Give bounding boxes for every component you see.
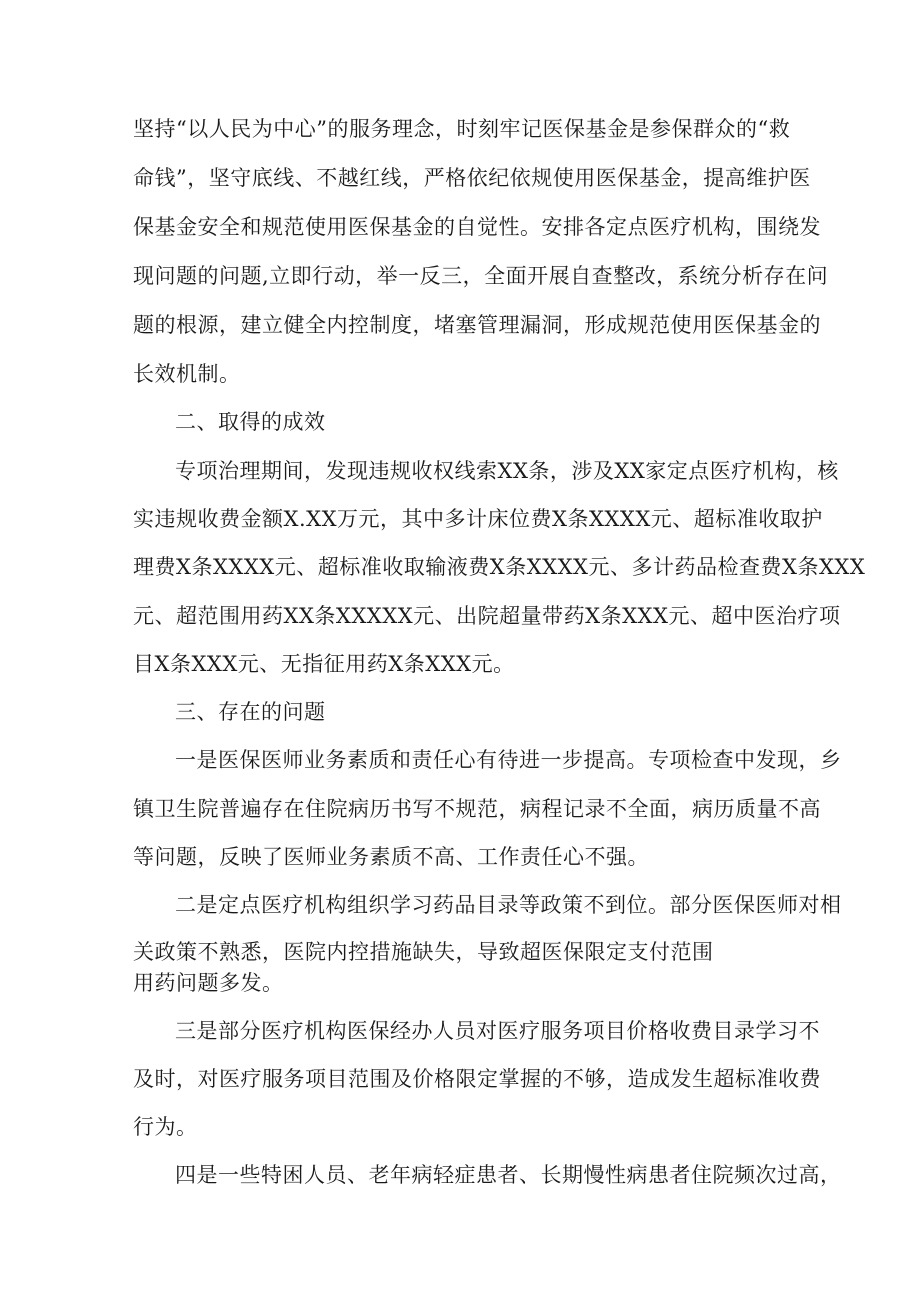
section-heading: 三、存在的问题	[175, 700, 326, 724]
paragraph-line: 题的根源，建立健全内控制度，堵塞管理漏洞，形成规范使用医保基金的	[133, 313, 821, 337]
paragraph-line: 坚持“以人民为中心”的服务理念，时刻牢记医保基金是参保群众的“救	[133, 117, 791, 141]
paragraph-line: 及时，对医疗服务项目范围及价格限定掌握的不够，造成发生超标准收费	[133, 1067, 821, 1091]
paragraph-line: 专项治理期间，发现违规收权线索XX条，涉及XX家定点医疗机构，核	[175, 459, 839, 483]
paragraph-line: 元、超范围用药XX条XXXXX元、出院超量带药X条XXX元、超中医治疗项	[133, 604, 841, 628]
paragraph-line: 关政策不熟悉，医院内控措施缺失，导致超医保限定支付范围	[133, 940, 714, 964]
paragraph-line: 三是部分医疗机构医保经办人员对医疗服务项目价格收费目录学习不	[175, 1019, 820, 1043]
paragraph-line: 命钱”，坚守底线、不越红线，严格依纪依规使用医保基金，提高维护医	[133, 166, 811, 190]
paragraph-line: 用药问题多发。	[133, 971, 284, 995]
paragraph-line: 实违规收费金额X.XX万元，其中多计床位费X条XXXX元、超标准收取护	[133, 507, 823, 531]
paragraph-line: 保基金安全和规范使用医保基金的自觉性。安排各定点医疗机构，围绕发	[133, 215, 821, 239]
paragraph-line: 一是医保医师业务素质和责任心有待进一步提高。专项检查中发现，乡	[175, 748, 842, 772]
paragraph-line: 等问题，反映了医师业务素质不高、工作责任心不强。	[133, 845, 649, 869]
paragraph-line: 行为。	[133, 1115, 198, 1139]
paragraph-line: 二是定点医疗机构组织学习药品目录等政策不到位。部分医保医师对相	[175, 893, 842, 917]
paragraph-line: 现问题的问题,立即行动，举一反三，全面开展自查整改，系统分析存在问	[133, 264, 829, 288]
paragraph-line: 理费X条XXXX元、超标准收取输液费X条XXXX元、多计药品检查费X条XXX	[133, 555, 866, 579]
paragraph-line: 长效机制。	[133, 362, 241, 386]
paragraph-line: 四是一些特困人员、老年病轻症患者、长期慢性病患者住院频次过高，	[175, 1163, 842, 1187]
section-heading: 二、取得的成效	[175, 410, 326, 434]
paragraph-line: 镇卫生院普遍存在住院病历书写不规范，病程记录不全面，病历质量不高	[133, 797, 821, 821]
paragraph-line: 目X条XXX元、无指征用药X条XXX元。	[133, 652, 515, 676]
